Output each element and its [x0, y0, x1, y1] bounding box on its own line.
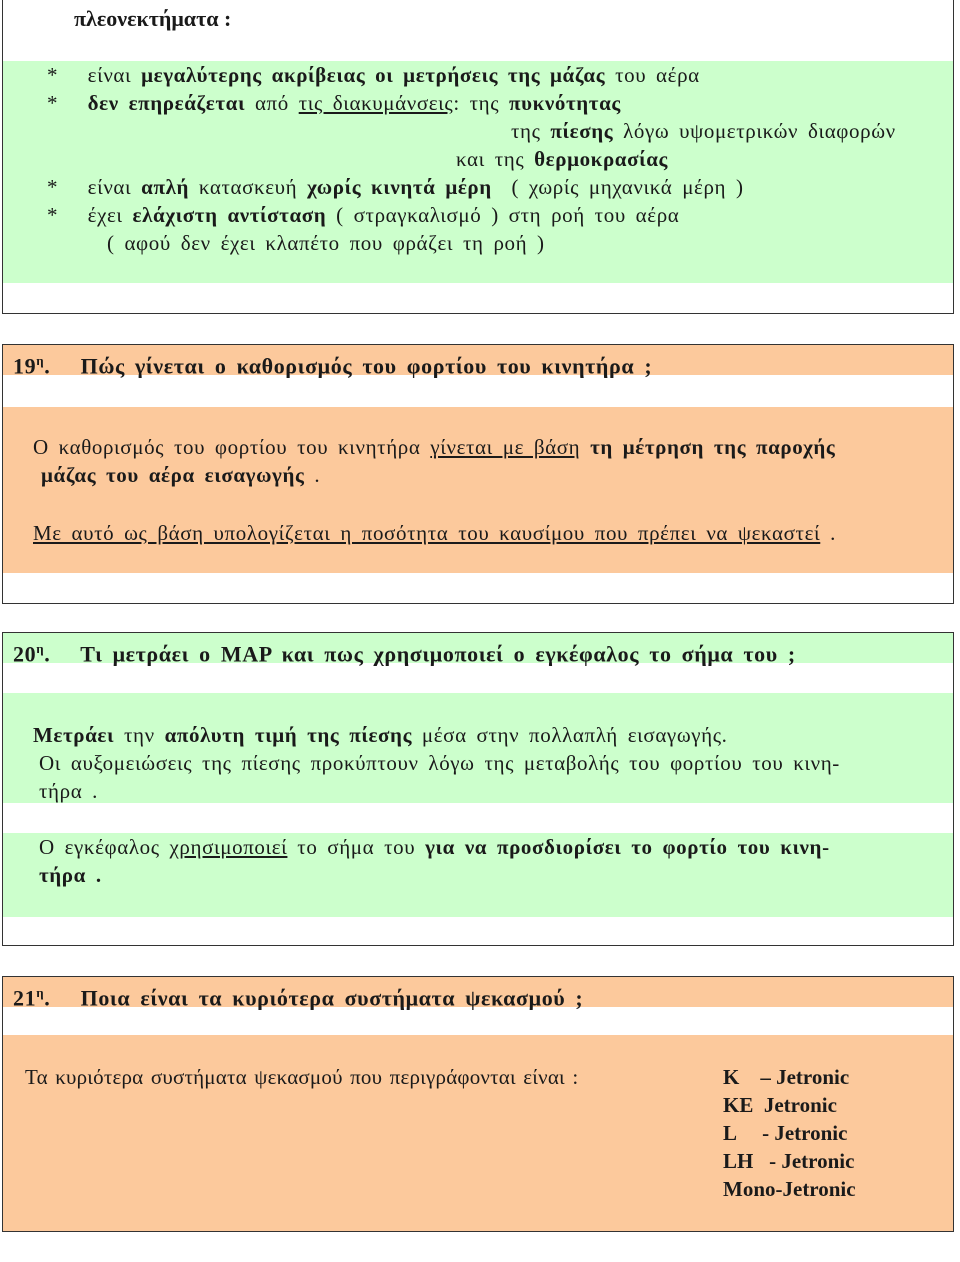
question-19-answer-line-3: Με αυτό ως βάση υπολογίζεται η ποσότητα του καυσίμου που πρέπει να ψεκαστεί . — [33, 521, 836, 545]
question-20-answer-line-3: τήρα . — [39, 779, 99, 803]
question-19-answer-line-2: μάζας του αέρα εισαγωγής . — [41, 463, 321, 487]
question-20-answer-line-5: τήρα . — [39, 863, 102, 887]
question-19-box — [2, 344, 954, 604]
advantage-line-3: της πίεσης λόγω υψομετρικών διαφορών — [511, 119, 896, 143]
system-ke-jetronic: KE Jetronic — [723, 1093, 837, 1117]
question-20-answer-line-4: Ο εγκέφαλος χρησιμοποιεί το σήμα του για να προσδιορίσει το φορτίο του κινη- — [39, 835, 830, 859]
question-20-answer-line-2: Οι αυξομειώσεις της πίεσης προκύπτουν λόγω της μεταβολής του φορτίου του κινη- — [39, 751, 840, 775]
system-mono-jetronic: Mono-Jetronic — [723, 1177, 856, 1201]
advantage-line-1: * είναι μεγαλύτερης ακρίβειας οι μετρήσεις της μάζας του αέρα — [47, 63, 700, 87]
question-19-answer-band — [3, 407, 953, 573]
advantages-box — [2, 0, 954, 314]
advantages-heading: πλεονεκτήματα : — [74, 6, 232, 31]
system-l-jetronic: L - Jetronic — [723, 1121, 848, 1145]
question-20-title: $20^\eta$. Τι μετράει ο MAP και πως χρησιμοποιεί ο εγκέφαλος το σήμα του ; — [13, 641, 796, 667]
question-21-title: $21^\eta$. Ποια είναι τα κυριότερα συστήματα ψεκασμού ; — [13, 985, 584, 1011]
question-19-answer-line-1: Ο καθορισμός του φορτίου του κινητήρα γίνεται με βάση τη μέτρηση της παροχής — [33, 435, 836, 459]
advantage-line-2: * δεν επηρεάζεται από τις διακυμάνσεις: της πυκνότητας — [47, 91, 621, 115]
advantage-line-5: * είναι απλή κατασκευή χωρίς κινητά μέρη ( χωρίς μηχανικά μέρη ) — [47, 175, 744, 199]
system-lh-jetronic: LH - Jetronic — [723, 1149, 855, 1173]
system-k-jetronic: K – Jetronic — [723, 1065, 850, 1089]
advantage-line-7: ( αφού δεν έχει κλαπέτο που φράζει τη ροή ) — [107, 231, 545, 255]
question-19-title: $19^\eta$. Πώς γίνεται ο καθορισμός του φορτίου του κινητήρα ; — [13, 353, 653, 379]
advantage-line-6: * έχει ελάχιστη αντίσταση ( στραγκαλισμό ) στη ροή του αέρα — [47, 203, 680, 227]
question-21-intro: Τα κυριότερα συστήματα ψεκασμού που περιγράφονται είναι : — [25, 1065, 579, 1089]
question-20-answer-line-1: Μετράει την απόλυτη τιμή της πίεσης μέσα στην πολλαπλή εισαγωγής. — [33, 723, 728, 747]
question-21-box — [2, 976, 954, 1232]
question-20-box — [2, 632, 954, 946]
advantage-line-4: και της θερμοκρασίας — [456, 147, 669, 171]
